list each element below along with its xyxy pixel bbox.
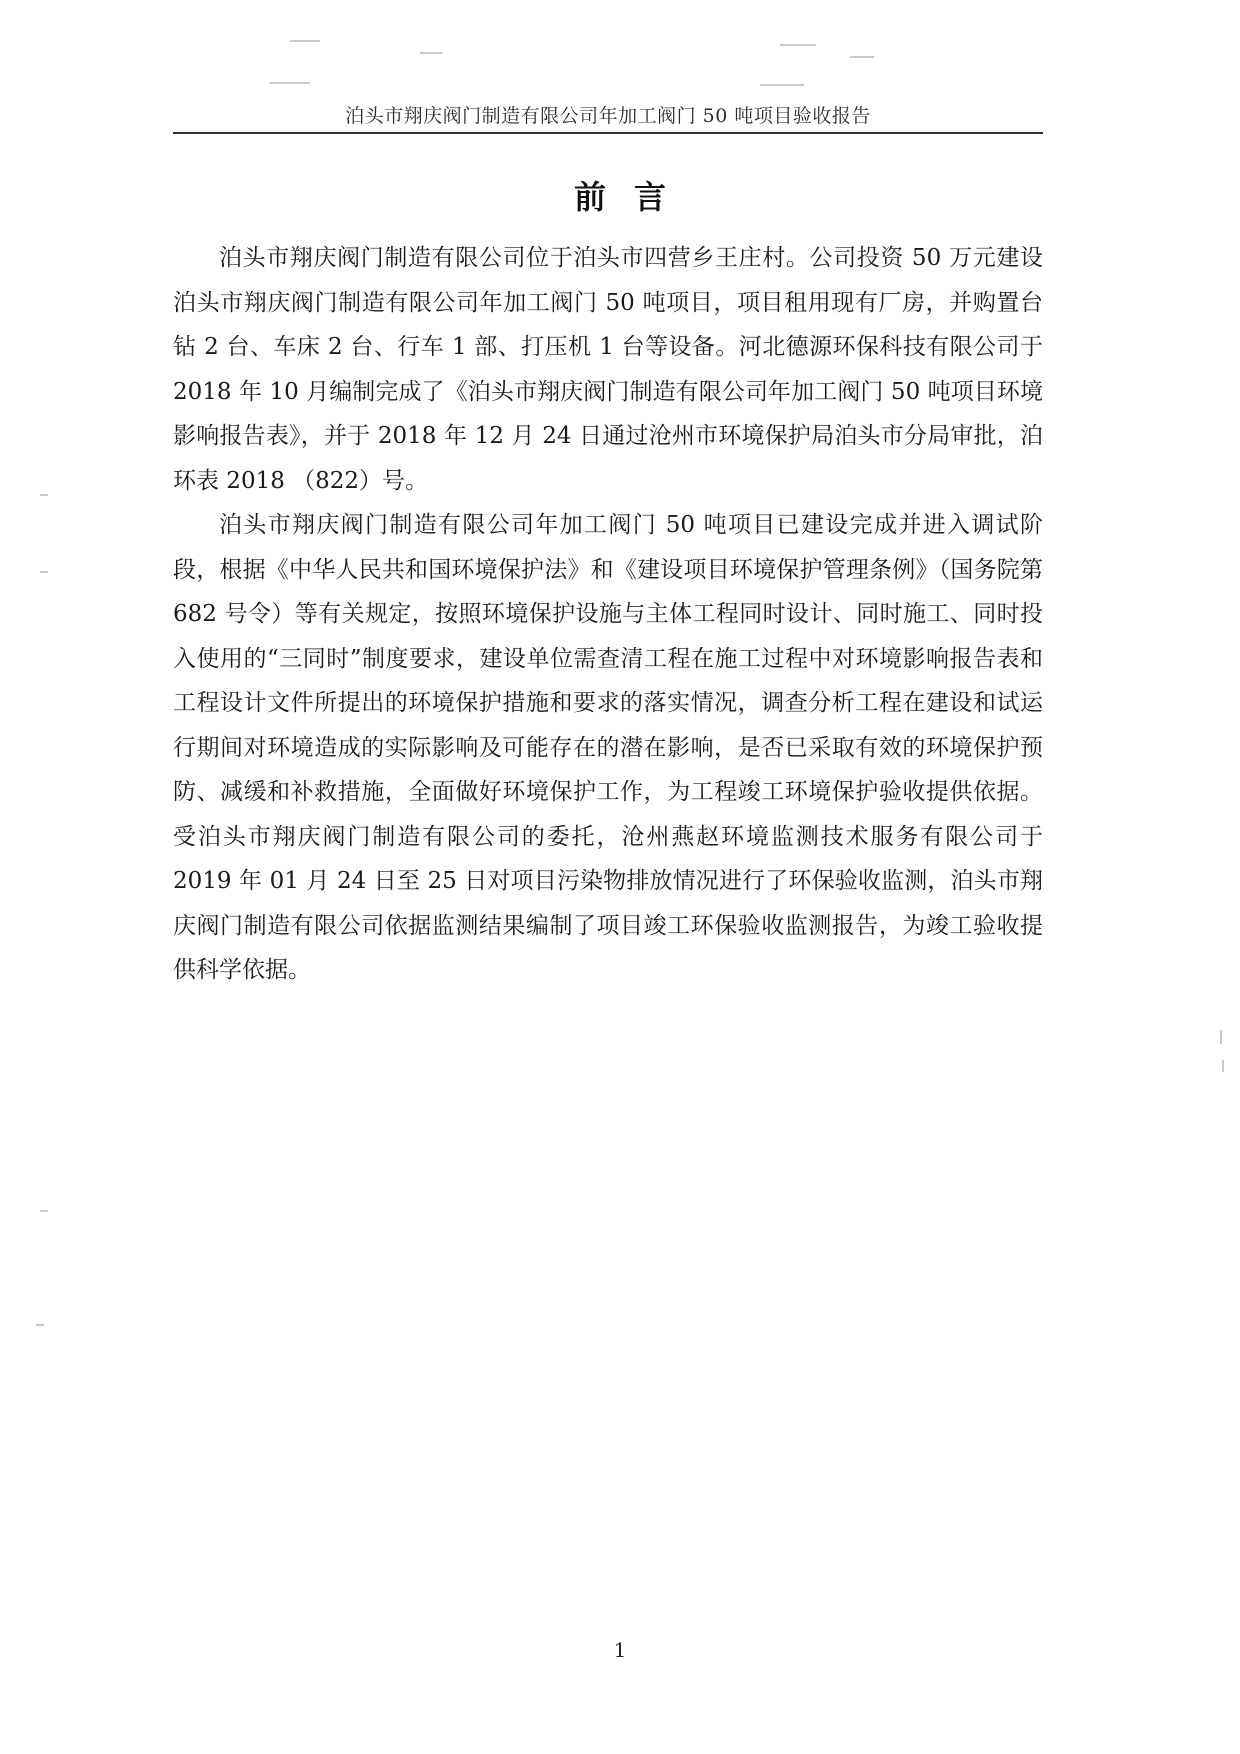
page-number: 1 [613,1638,627,1662]
body-text [173,236,1043,993]
page-title: 前言 [573,178,694,216]
running-header: 泊头市翔庆阀门制造有限公司年加工阀门 50 吨项目验收报告 [173,100,1043,134]
paragraph-1: 泊头市翔庆阀门制造有限公司位于泊头市四营乡王庄村。公司投资 50 万元建设泊头市翔庆阀门制造有限公司年加工阀门 50 吨项目，项目租用现有厂房，并购置台钻 2 台、车床 2 台、行车 1 部、打压机 1 台等设备。河北德源环保科技有限公司于 2018 年 10 月编制完成了《泊头市翔庆阀门制造有限公司年加工阀门 50 吨项目环境影响报告表》，并于 2018 年 12 月 24 日通过沧州市环境保护局泊头市分局审批，泊环表 2018 （822）号。 [173,245,1043,494]
paragraph-2: 泊头市翔庆阀门制造有限公司年加工阀门 50 吨项目已建设完成并进入调试阶段，根据《中华人民共和国环境保护法》和《建设项目环境保护管理条例》（国务院第 682 号令）等有关规定，按照环境保护设施与主体工程同时设计、同时施工、同时投入使用的“三同时”制度要求，建设单位需查清工程在施工过程中对环境影响报告表和工程设计文件所提出的环境保护措施和要求的落实情况，调查分析工程在建设和试运行期间对环境造成的实际影响及可能存在的潜在影响，是否已采取有效的环境保护预防、减缓和补救措施，全面做好环境保护工作，为工程竣工环境保护验收提供依据。受泊头市翔庆阀门制造有限公司的委托，沧州燕赵环境监测技术服务有限公司于 2019 年 01 月 24 日至 25 日对项目污染物排放情况进行了环保验收监测，泊头市翔庆阀门制造有限公司依据监测结果编制了项目竣工环保验收监测报告，为竣工验收提供科学依据。 [173,512,1043,983]
